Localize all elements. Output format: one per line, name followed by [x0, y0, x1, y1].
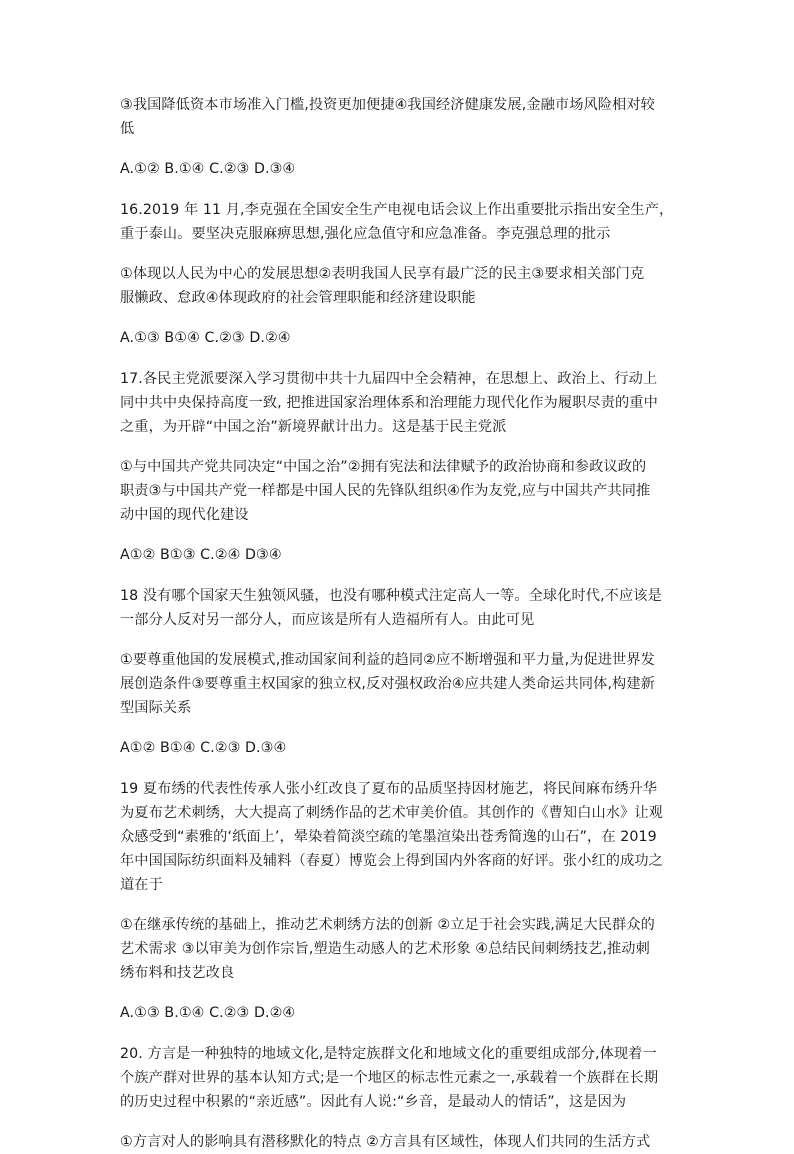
- question-18-stem: 一部分人反对另一部分人，而应该是所有人造福所有人。由此可见: [120, 612, 535, 628]
- answer-options: A.①③ B①④ C.②③ D.②④: [120, 330, 291, 346]
- question-18-choices: ①要尊重他国的发展模式,推动国家间利益的趋同②应不断增强和平力量,为促进世界发: [120, 652, 655, 668]
- question-16-choices: ①体现以人民为中心的发展思想②表明我国人民享有最广泛的民主③要求相关部门克: [120, 266, 645, 282]
- question-20-choices: ①方言对人的影响具有潜移默化的特点 ②方言具有区域性，体现人们共同的生活方式: [120, 1134, 651, 1150]
- question-17-choices: 动中国的现代化建设: [120, 507, 249, 523]
- answer-options: A.①③ B.①④ C.②③ D.②④: [120, 1005, 296, 1021]
- question-19-choices: 艺术需求 ③以审美为创作宗旨,塑造生动感人的艺术形象 ④总结民间刺绣技艺,推动刺: [120, 941, 650, 957]
- question-19-stem: 为夏布艺术刺绣，大大提高了刺绣作品的艺术审美价值。其创作的《曹知白山水》让观: [120, 805, 663, 821]
- text-line: ③我国降低资本市场准入门槛,投资更加便捷④我国经济健康发展,金融市场风险相对较: [120, 97, 655, 113]
- question-20-stem: 的历史过程中积累的“亲近感”。因此有人说:“乡音，是最动人的情话”，这是因为: [120, 1094, 627, 1110]
- question-20-stem: 个族产群对世界的基本认知方式;是一个地区的标志性元素之一,承载着一个族群在长期: [120, 1070, 659, 1086]
- document-page: [120, 93, 678, 1154]
- question-16-stem: 重于泰山。要坚决克服麻痹思想,强化应急值守和应急准备。李克强总理的批示: [120, 226, 611, 242]
- question-19-stem: 19 夏布绣的代表性传承人张小红改良了夏布的品质坚持因材施艺，将民间麻布绣升华: [120, 781, 658, 797]
- answer-options: A.①② B.①④ C.②③ D.③④: [120, 161, 296, 177]
- answer-options: A①② B①④ C.②③ D.③④: [120, 740, 287, 756]
- question-17-stem: 同中共中央保持高度一致, 把推进国家治理体系和治理能力现代化作为履职尽责的重中: [120, 395, 658, 411]
- question-18-choices: 型国际关系: [120, 700, 192, 716]
- question-17-stem: 17.各民主党派要深入学习贯彻中共十九届四中全会精神，在思想上、政治上、行动上: [120, 371, 658, 387]
- question-16-choices: 服懒政、怠政④体现政府的社会管理职能和经济建设职能: [120, 290, 476, 306]
- question-19-stem: 道在于: [120, 877, 163, 893]
- question-17-stem: 之重，为开辟“中国之治”新境界献计出力。这是基于民主党派: [120, 419, 507, 435]
- question-19-stem: 众感受到“素雅的‘纸面上’，晕染着简淡空疏的笔墨渲染出苍秀简逸的山石”，在 2019: [120, 829, 657, 845]
- question-19-choices: 绣布料和技艺改良: [120, 965, 235, 981]
- question-18-stem: 18 没有哪个国家天生独领风骚，也没有哪种模式注定高人一等。全球化时代,不应该是: [120, 588, 662, 604]
- question-19-choices: ①在继承传统的基础上，推动艺术刺绣方法的创新 ②立足于社会实践,满足大民群众的: [120, 917, 655, 933]
- question-17-choices: 职责③与中国共产党一样都是中国人民的先锋队组织④作为友党,应与中国共产共同推: [120, 483, 651, 499]
- question-17-choices: ①与中国共产党共同决定“中国之治”②拥有宪法和法律赋予的政治协商和参政议政的: [120, 459, 647, 475]
- answer-options: A①② B①③ C.②④ D③④: [120, 547, 282, 563]
- text-line: 低: [120, 121, 135, 137]
- question-19-stem: 年中国国际纺织面料及辅料（春夏）博览会上得到国内外客商的好评。张小红的成功之: [120, 853, 663, 869]
- question-16-stem: 16.2019 年 11 月,李克强在全国安全生产电视电话会议上作出重要批示指出安全生产，: [120, 202, 674, 218]
- question-18-choices: 展创造条件③要尊重主权国家的独立权,反对强权政治④应共建人类命运共同体,构建新: [120, 676, 655, 692]
- question-20-stem: 20. 方言是一种独特的地域文化,是特定族群文化和地域文化的重要组成部分,体现着一: [120, 1046, 657, 1062]
